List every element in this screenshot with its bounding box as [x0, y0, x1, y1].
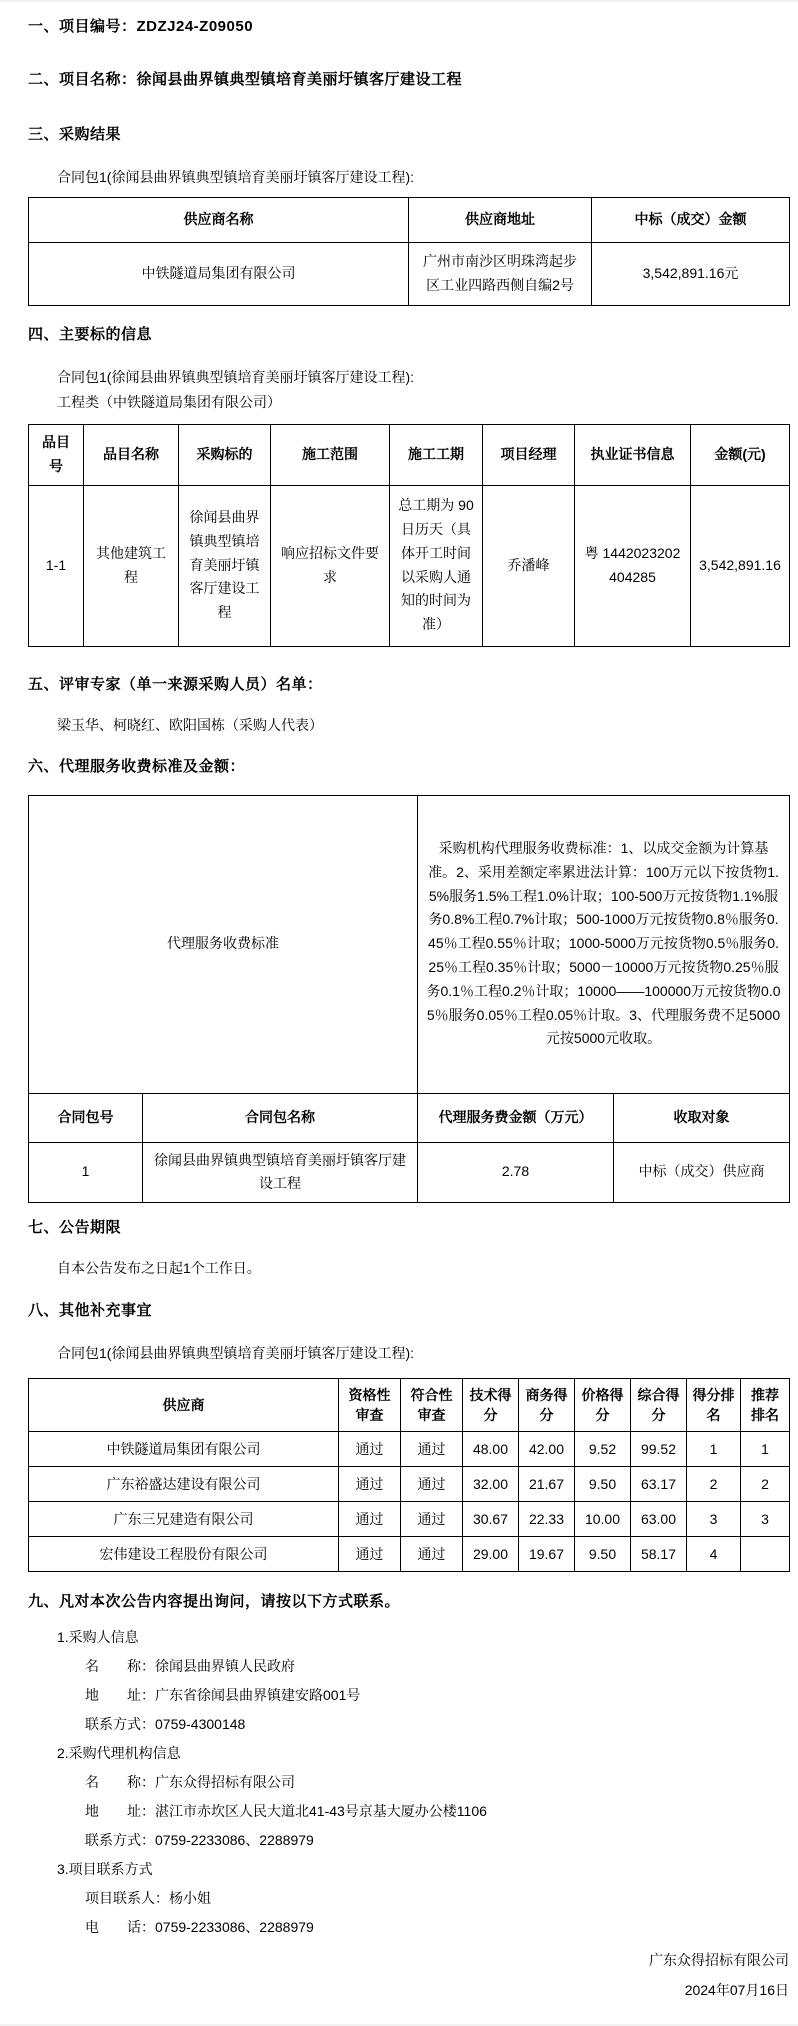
qualification-cell: 通过: [339, 1537, 401, 1572]
award-amount-cell: 3,542,891.16元: [592, 243, 790, 306]
total-score-cell: 58.17: [631, 1537, 687, 1572]
subject-table: [28, 424, 790, 647]
fee-amount-cell: 2.78: [418, 1142, 614, 1203]
score-rank-cell: 3: [687, 1502, 741, 1537]
agency-fee-table: [28, 795, 790, 1204]
score-table-row: [29, 1537, 790, 1572]
price-score-cell: 10.00: [575, 1502, 631, 1537]
subject-table-header-row: [29, 425, 790, 486]
footer-date: 2024年07月16日: [684, 1982, 789, 1999]
header-recommend-rank: 推荐排名: [741, 1379, 790, 1432]
header-work-period: 施工工期: [390, 425, 483, 486]
header-business-score: 商务得分: [519, 1379, 575, 1432]
supplier-cell: 广东三兄建造有限公司: [29, 1502, 339, 1537]
business-score-cell: 42.00: [519, 1432, 575, 1467]
conformity-cell: 通过: [401, 1537, 463, 1572]
agency-name-line: 名 称：广东众得招标有限公司: [85, 1774, 295, 1791]
section-main-subject-title: 四、主要标的信息: [28, 326, 153, 343]
supplier-address-cell: 广州市南沙区明珠湾起步区工业四路西侧自编2号: [409, 243, 592, 306]
header-score-rank: 得分排名: [687, 1379, 741, 1432]
header-total-score: 综合得分: [631, 1379, 687, 1432]
header-supplier-address: 供应商地址: [409, 198, 592, 243]
fee-table-header-row: [29, 1093, 790, 1142]
section-project-number-title: 一、项目编号：ZDZJ24-Z09050: [28, 18, 254, 35]
work-scope-cell: 响应招标文件要求: [271, 485, 390, 646]
subject-table-row: [29, 485, 790, 646]
recommend-rank-cell: 2: [741, 1467, 790, 1502]
header-project-manager: 项目经理: [483, 425, 575, 486]
experts-names-line: 梁玉华、柯晓红、欧阳国栋（采购人代表）: [57, 716, 323, 733]
item-number-cell: 1-1: [29, 485, 84, 646]
recommend-rank-cell: 3: [741, 1502, 790, 1537]
item-name-cell: 其他建筑工程: [84, 485, 179, 646]
score-table: [28, 1378, 790, 1572]
total-score-cell: 63.00: [631, 1502, 687, 1537]
supplier-cell: 宏伟建设工程股份有限公司: [29, 1537, 339, 1572]
fee-standard-row: [29, 795, 790, 1093]
header-technical-score: 技术得分: [463, 1379, 519, 1432]
header-subject: 采购标的: [179, 425, 271, 486]
agency-info-title: 2.采购代理机构信息: [57, 1745, 181, 1762]
agency-address-line: 地 址：湛江市赤坎区人民大道北41-43号京基大厦办公楼1106: [85, 1803, 487, 1820]
certificate-cell: 粤 1442023202404285: [575, 485, 691, 646]
qualification-cell: 通过: [339, 1467, 401, 1502]
work-period-cell: 总工期为 90 日历天（具 体开工时间 以采购人通知的时间为准）: [390, 485, 483, 646]
agency-phone-line: 联系方式：0759-2233086、2288979: [85, 1832, 314, 1849]
qualification-cell: 通过: [339, 1502, 401, 1537]
subject-category-line: 工程类（中铁隧道局集团有限公司）: [57, 394, 281, 410]
technical-score-cell: 32.00: [463, 1467, 519, 1502]
header-award-amount: 中标（成交）金额: [592, 198, 790, 243]
header-fee-amount: 代理服务费金额（万元）: [418, 1093, 614, 1142]
header-certificate: 执业证书信息: [575, 425, 691, 486]
business-score-cell: 19.67: [519, 1537, 575, 1572]
header-package-number: 合同包号: [29, 1093, 143, 1142]
score-table-row: [29, 1502, 790, 1537]
business-score-cell: 21.67: [519, 1467, 575, 1502]
price-score-cell: 9.50: [575, 1467, 631, 1502]
amount-cell: 3,542,891.16: [691, 485, 790, 646]
project-contact-phone-line: 电 话：0759-2233086、2288979: [85, 1919, 314, 1936]
score-table-header-row: [29, 1379, 790, 1432]
header-qualification-review: 资格性审查: [339, 1379, 401, 1432]
header-supplier-name: 供应商名称: [29, 198, 409, 243]
fee-standard-label-cell: 代理服务收费标准: [29, 795, 418, 1093]
section-procurement-result-title: 三、采购结果: [28, 126, 122, 143]
technical-score-cell: 29.00: [463, 1537, 519, 1572]
footer-company-name: 广东众得招标有限公司: [649, 1952, 789, 1969]
header-item-number: 品目号: [29, 425, 84, 486]
technical-score-cell: 48.00: [463, 1432, 519, 1467]
fee-table-row: [29, 1142, 790, 1203]
purchaser-address-line: 地 址：广东省徐闻县曲界镇建安路001号: [85, 1687, 361, 1704]
total-score-cell: 99.52: [631, 1432, 687, 1467]
subject-package-line: 合同包1(徐闻县曲界镇典型镇培育美丽圩镇客厅建设工程):: [57, 369, 414, 385]
conformity-cell: 通过: [401, 1467, 463, 1502]
price-score-cell: 9.52: [575, 1432, 631, 1467]
section-announcement-period-title: 七、公告期限: [28, 1219, 122, 1237]
header-package-name: 合同包名称: [143, 1093, 418, 1142]
score-rank-cell: 2: [687, 1467, 741, 1502]
conformity-cell: 通过: [401, 1502, 463, 1537]
result-package-line: 合同包1(徐闻县曲界镇典型镇培育美丽圩镇客厅建设工程):: [57, 169, 414, 185]
business-score-cell: 22.33: [519, 1502, 575, 1537]
purchaser-info-title: 1.采购人信息: [57, 1629, 139, 1646]
header-amount: 金额(元): [691, 425, 790, 486]
project-manager-cell: 乔潘峰: [483, 485, 575, 646]
section-experts-title: 五、评审专家（单一来源采购人员）名单：: [28, 675, 323, 693]
header-price-score: 价格得分: [575, 1379, 631, 1432]
price-score-cell: 9.50: [575, 1537, 631, 1572]
project-contact-person-line: 项目联系人：杨小姐: [85, 1890, 211, 1907]
header-conformity-review: 符合性审查: [401, 1379, 463, 1432]
header-fee-payer: 收取对象: [614, 1093, 790, 1142]
fee-standard-text-cell: 采购机构代理服务收费标准：1、以成交金额为计算基准。2、采用差额定率累进法计算：100万元以下按货物1.5%服务1.5%工程1.0%计取；100-500万元按货物1.1%服务0.8%工程0.7%计取；500-1000万元按货物0.8％服务0.45％工程0.55％计取；1000-5000万元按货物0.5％服务0.25％工程0.35％计取；5000－10000万元按货物0.25％服务0.1％工程0.2％计取；10000――100000万元按货物0.05％服务0.05％工程0.05％计取。3、代理服务费不足5000元按5000元收取。: [418, 795, 790, 1093]
package-name-cell: 徐闻县曲界镇典型镇培育美丽圩镇客厅建设工程: [143, 1142, 418, 1203]
subject-cell: 徐闻县曲界镇典型镇培育美丽圩镇客厅建设工程: [179, 485, 271, 646]
fee-payer-cell: 中标（成交）供应商: [614, 1142, 790, 1203]
supplier-cell: 中铁隧道局集团有限公司: [29, 1432, 339, 1467]
qualification-cell: 通过: [339, 1432, 401, 1467]
score-rank-cell: 1: [687, 1432, 741, 1467]
announcement-period-body: 自本公告发布之日起1个工作日。: [57, 1260, 261, 1277]
purchaser-phone-line: 联系方式：0759-4300148: [85, 1716, 246, 1733]
supplementary-package-line: 合同包1(徐闻县曲界镇典型镇培育美丽圩镇客厅建设工程):: [57, 1345, 414, 1362]
score-table-row: [29, 1467, 790, 1502]
supplier-name-cell: 中铁隧道局集团有限公司: [29, 243, 409, 306]
section-supplementary-title: 八、其他补充事宜: [28, 1302, 153, 1320]
result-table: [28, 197, 790, 306]
section-agency-fee-title: 六、代理服务收费标准及金额：: [28, 757, 246, 775]
recommend-rank-cell: 1: [741, 1432, 790, 1467]
result-table-header-row: [29, 198, 790, 243]
purchaser-name-line: 名 称：徐闻县曲界镇人民政府: [85, 1658, 295, 1675]
section-contact-title: 九、凡对本次公告内容提出询问，请按以下方式联系。: [28, 1593, 401, 1611]
package-number-cell: 1: [29, 1142, 143, 1203]
supplier-cell: 广东裕盛达建设有限公司: [29, 1467, 339, 1502]
header-work-scope: 施工范围: [271, 425, 390, 486]
project-contact-title: 3.项目联系方式: [57, 1861, 153, 1878]
total-score-cell: 63.17: [631, 1467, 687, 1502]
technical-score-cell: 30.67: [463, 1502, 519, 1537]
score-rank-cell: 4: [687, 1537, 741, 1572]
conformity-cell: 通过: [401, 1432, 463, 1467]
header-supplier: 供应商: [29, 1379, 339, 1432]
score-table-row: [29, 1432, 790, 1467]
header-item-name: 品目名称: [84, 425, 179, 486]
result-table-row: [29, 243, 790, 306]
section-project-name-title: 二、项目名称：徐闻县曲界镇典型镇培育美丽圩镇客厅建设工程: [28, 71, 463, 88]
recommend-rank-cell: [741, 1537, 790, 1572]
